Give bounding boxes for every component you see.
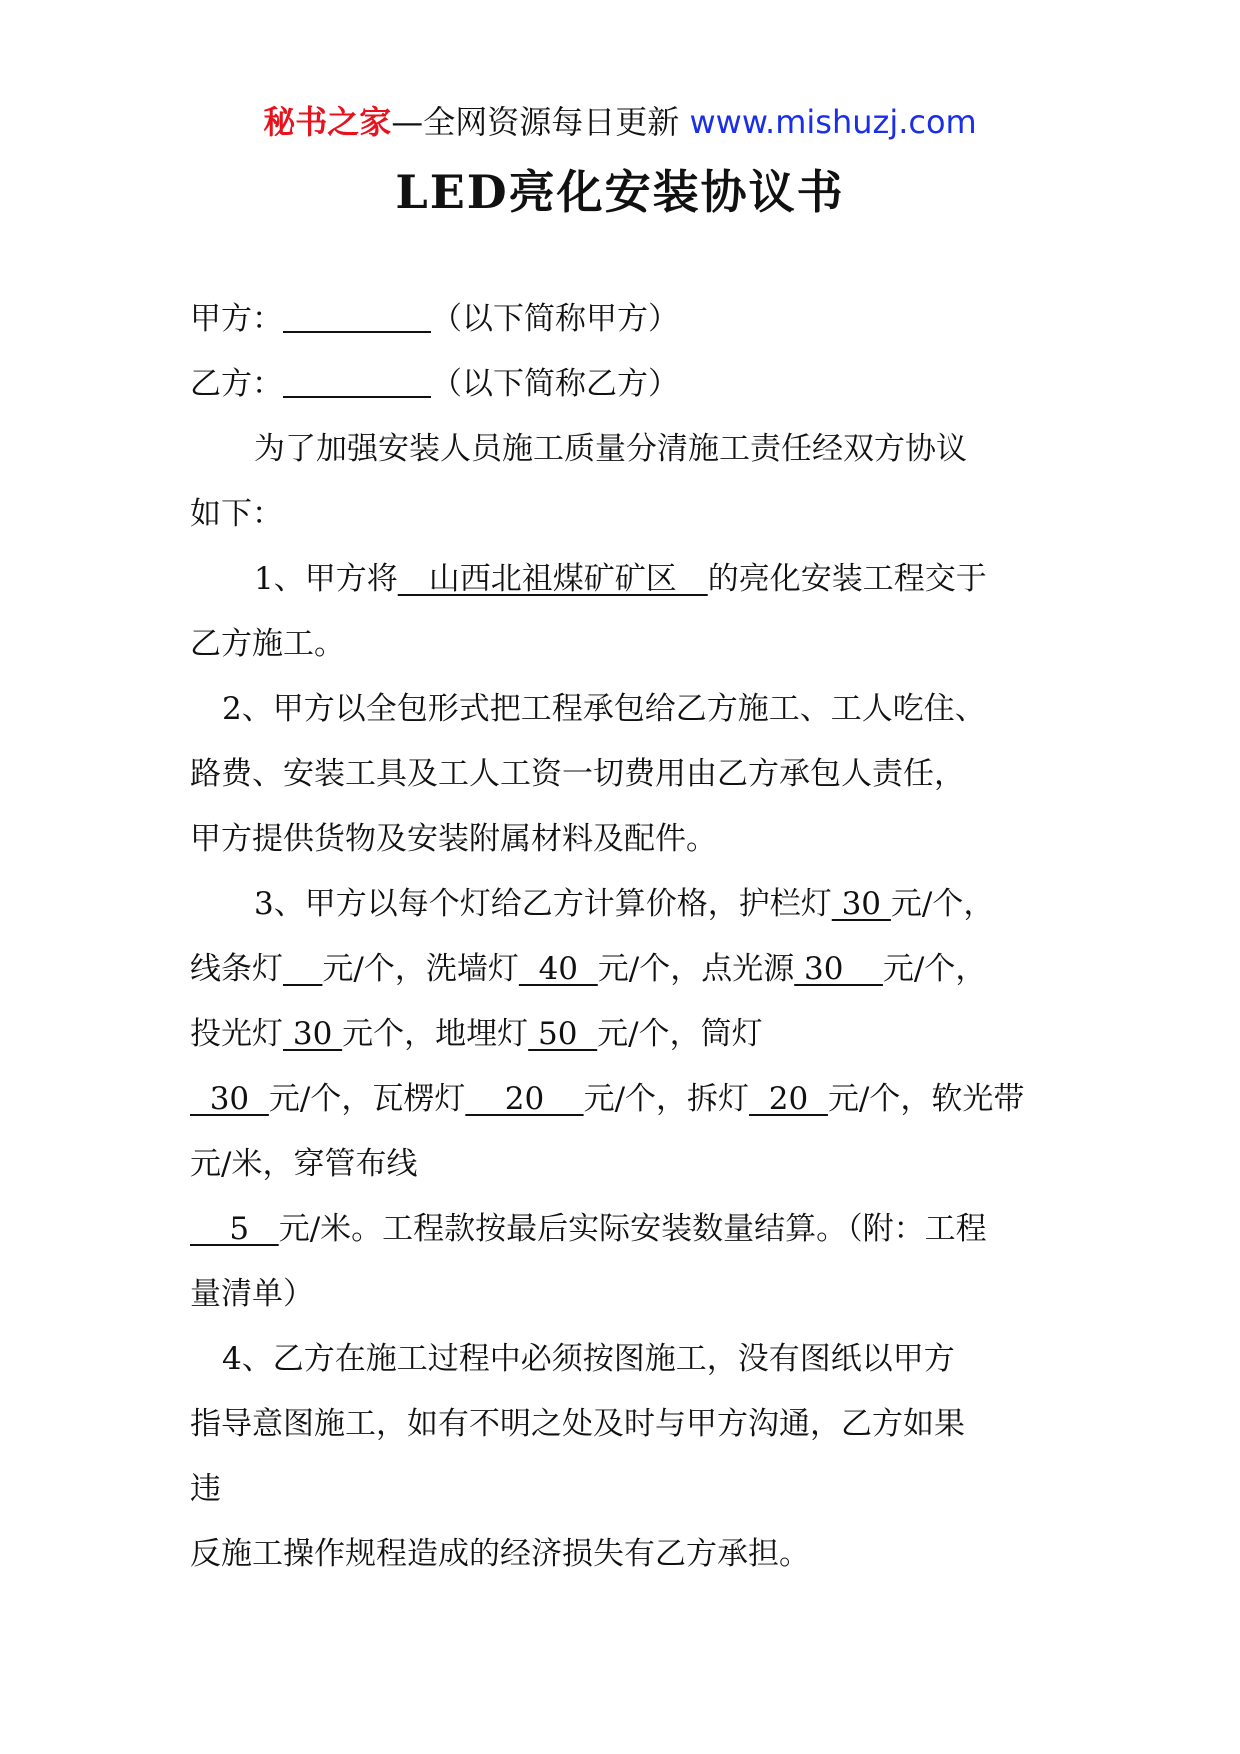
site-url-link[interactable]: www.mishuzj.com (689, 103, 977, 141)
project-name: 山西北祖煤矿矿区 (397, 561, 708, 597)
intro-line-2: 如下： (190, 496, 283, 532)
party-a-line (190, 287, 1070, 352)
party-b-blank (283, 368, 431, 398)
unit-text: 元/米。工程款按最后实际安装数量结算。（附：工程 (278, 1211, 987, 1247)
party-b-label: 乙方： (190, 366, 283, 402)
document-title: LED亮化安装协议书 (395, 165, 845, 219)
line-lamp-label: 线条灯 (190, 951, 283, 987)
clause-1-line-2: 乙方施工。 (190, 626, 345, 662)
unit-text: 元/个，拆灯 (583, 1081, 750, 1117)
unit-text: 元/个，洗墙灯 (322, 951, 519, 987)
clause-4-line-3: 违 (190, 1471, 221, 1507)
buried-light-price: 50 (528, 1016, 598, 1052)
unit-text: 元/个，筒灯 (597, 1016, 763, 1052)
document-body (190, 287, 1070, 1587)
clause-2-line-3: 甲方提供货物及安装附属材料及配件。 (190, 821, 717, 857)
unit-text: 元/个，软光带 (827, 1081, 1025, 1117)
wall-washer-price: 40 (518, 951, 598, 987)
clause-2-line-1: 2、甲方以全包形式把工程承包给乙方施工、工人吃住、 (222, 691, 986, 727)
unit-text: 元个，地埋灯 (342, 1016, 529, 1052)
clause-4-line-2: 指导意图施工，如有不明之处及时与甲方沟通，乙方如果 (190, 1406, 965, 1442)
clause-3-lead: 3、甲方以每个灯给乙方计算价格，护栏灯 (254, 886, 832, 922)
clause-1-lead: 1、甲方将 (254, 561, 398, 597)
unit-text: 元/个，点光源 (597, 951, 795, 987)
site-header (0, 100, 1240, 144)
clause-3-line-6 (190, 1197, 1070, 1262)
clause-2-line-2: 路费、安装工具及工人工资一切费用由乙方承包人责任， (190, 756, 965, 792)
slogan: —全网资源每日更新 (391, 103, 680, 141)
removal-price: 20 (749, 1081, 828, 1117)
floodlight-price: 30 (283, 1016, 343, 1052)
clause-3-line-1 (190, 872, 1070, 937)
conduit-price: 5 (190, 1211, 279, 1247)
unit-text: 元/个，瓦楞灯 (268, 1081, 466, 1117)
party-a-blank (283, 303, 431, 333)
party-a-label: 甲方： (190, 301, 283, 337)
clause-3-line-3 (190, 1002, 1070, 1067)
line-lamp-price (283, 951, 322, 987)
party-a-note: （以下简称甲方） (431, 301, 679, 337)
clause-1-line-1 (190, 547, 1070, 612)
unit-text: 元/个， (882, 951, 987, 987)
unit-text: 元/个， (890, 886, 995, 922)
clause-3-line-7: 量清单） (190, 1276, 314, 1312)
clause-4-line-1: 4、乙方在施工过程中必须按图施工，没有图纸以甲方 (222, 1341, 955, 1377)
brand-name: 秘书之家 (263, 103, 392, 141)
downlight-price: 30 (190, 1081, 269, 1117)
intro-line-1: 为了加强安装人员施工质量分清施工责任经双方协议 (254, 431, 967, 467)
guardrail-price: 30 (831, 886, 891, 922)
floodlight-label: 投光灯 (190, 1016, 283, 1052)
clause-3-line-2 (190, 937, 1070, 1002)
party-b-line (190, 352, 1070, 417)
clause-3-line-4 (190, 1067, 1070, 1132)
clause-4-line-4: 反施工操作规程造成的经济损失有乙方承担。 (190, 1536, 810, 1572)
clause-1-tail: 的亮化安装工程交于 (707, 561, 987, 597)
corrugated-light-price: 20 (465, 1081, 584, 1117)
party-b-note: （以下简称乙方） (431, 366, 679, 402)
clause-3-line-5: 元/米，穿管布线 (190, 1146, 418, 1182)
point-light-price: 30 (794, 951, 883, 987)
